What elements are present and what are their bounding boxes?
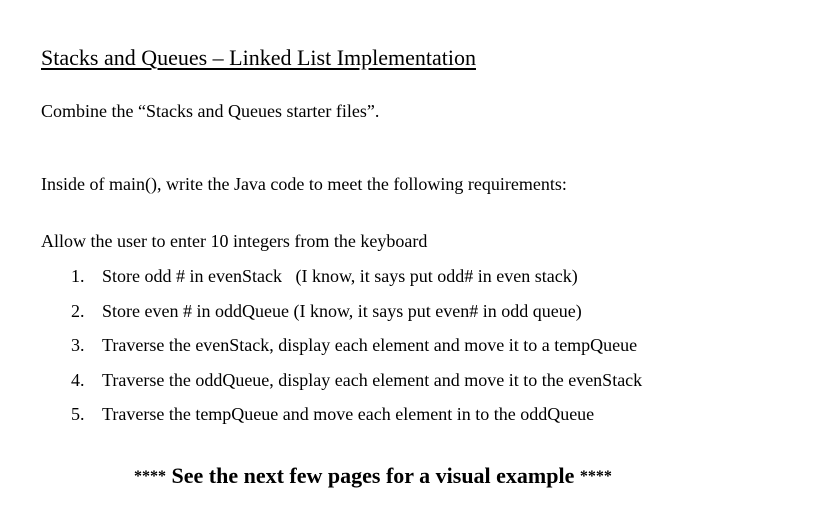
list-item-text: Store even # in oddQueue (I know, it says put even# in odd queue) — [102, 300, 582, 321]
list-item-text: Traverse the evenStack, display each element and move it to a tempQueue — [102, 335, 638, 355]
note-stars-right: **** — [579, 468, 612, 485]
visual-example-note — [134, 463, 612, 489]
list-item-text: Traverse the tempQueue and move each element in to the oddQueue — [102, 404, 595, 424]
note-stars-left: **** — [134, 468, 166, 485]
list-item-text: Traverse the oddQueue, display each element and move it to the evenStack — [102, 369, 643, 390]
list-item-number: 1. — [71, 266, 85, 286]
list-item-number: 2. — [71, 300, 85, 321]
instruction-paragraph: Inside of main(), write the Java code to meet the following requirements: — [41, 174, 567, 194]
list-item-number: 4. — [71, 369, 85, 390]
list-item-number: 3. — [71, 335, 85, 355]
list-item-number: 5. — [71, 404, 85, 424]
document-title: Stacks and Queues – Linked List Implementation — [41, 45, 477, 70]
intro-paragraph: Combine the “Stacks and Queues starter files”. — [41, 101, 380, 121]
note-text: See the next few pages for a visual example — [171, 463, 575, 488]
list-item-text: Store odd # in evenStack (I know, it says put odd# in even stack) — [102, 266, 578, 286]
requirement-lead: Allow the user to enter 10 integers from the keyboard — [41, 231, 428, 251]
